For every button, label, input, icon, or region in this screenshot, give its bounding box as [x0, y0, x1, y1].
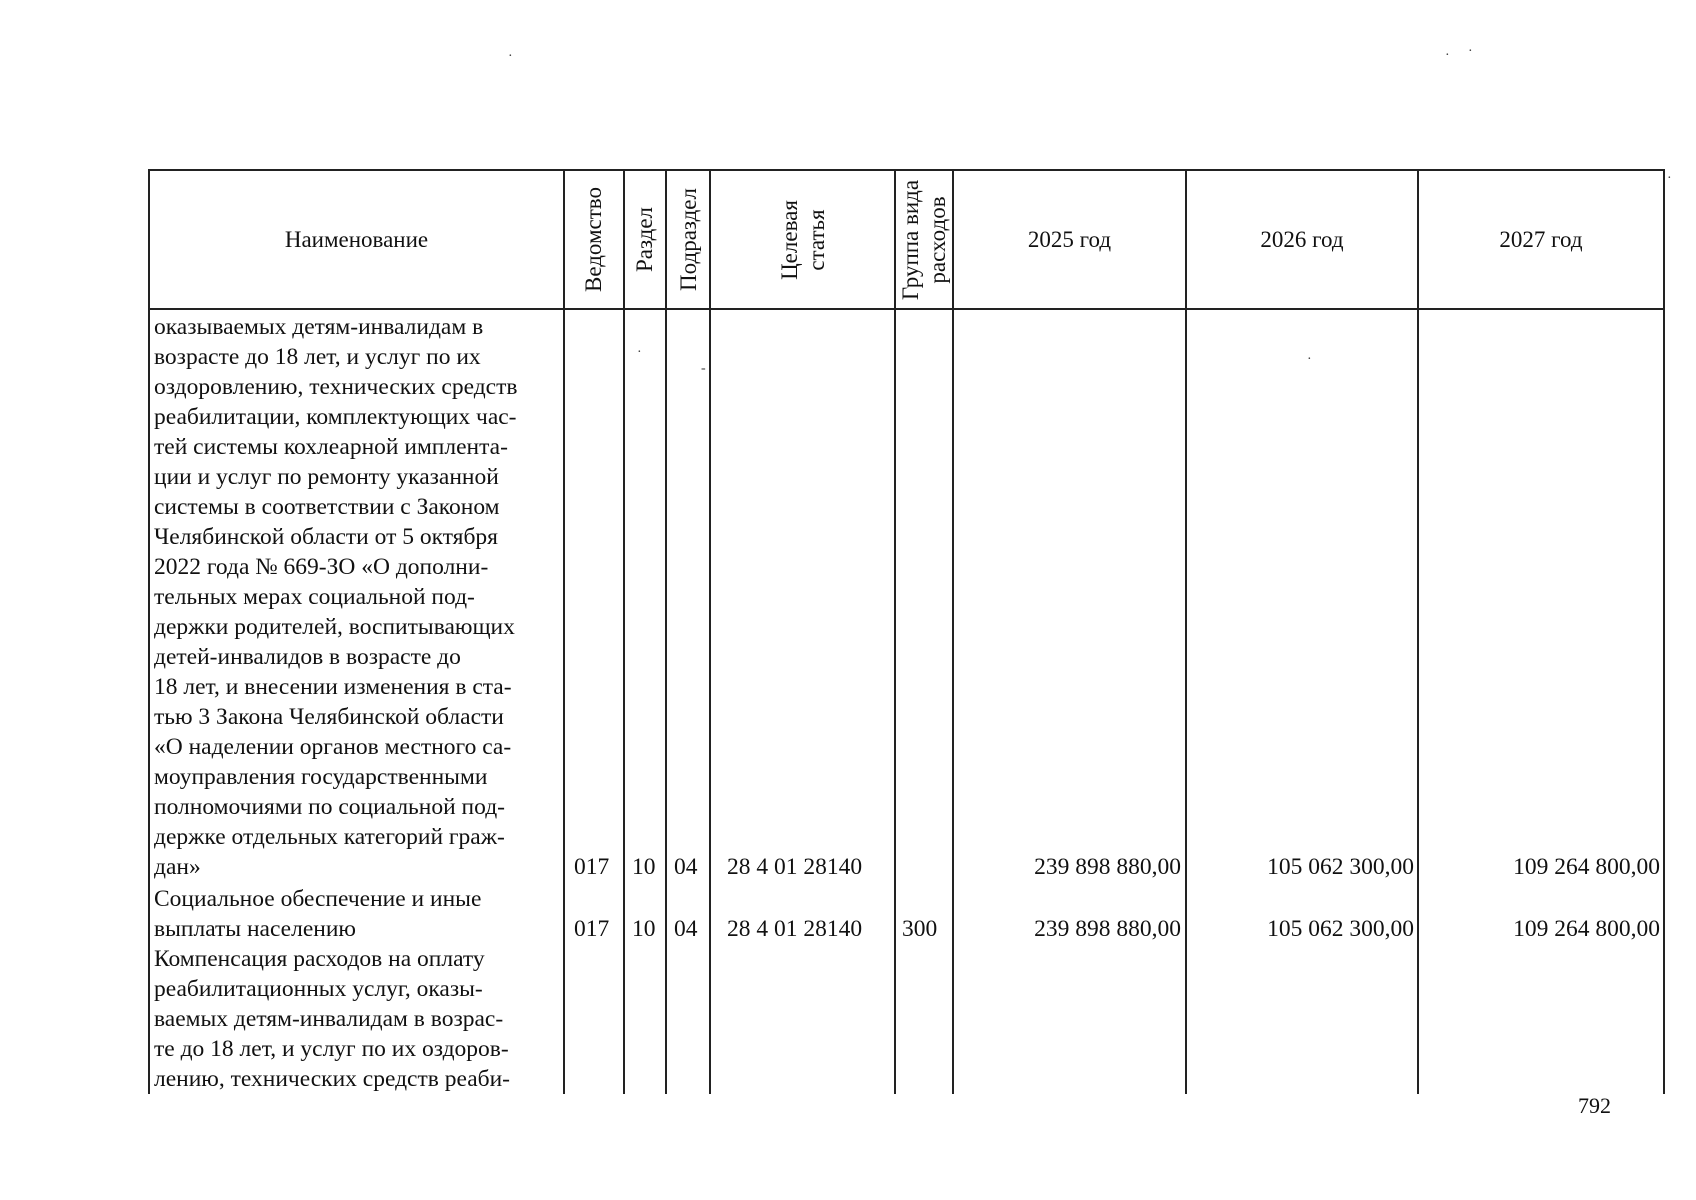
- row-1-celevaya: 28 4 01 28140: [727, 854, 863, 880]
- header-name-label: Наименование: [284, 227, 429, 252]
- row-1-name: оказываемых детям-инвалидам в возрасте до 18 лет, и услуг по их оздоровлению, технических средств реабилитации, комплектующих час- тей системы кохлеарной имплента- ции и услуг по ремонту указанной системы в соответствии с Законом Челябинской области от 5 октября 2022 года № 669-ЗО «О дополни- тельных мерах социальной под- держки родителей, воспитывающих детей-инвалидов в возрасте до 18 лет, и внесении изменения в ста- тью 3 Закона Челябинской области «О наделении органов местного са- моуправления государственными полномочиями по социальной под- держке отдельных категорий граж- дан»: [154, 314, 518, 880]
- scan-dot: ·: [1468, 44, 1473, 59]
- row-1-podrazdel: 04: [674, 854, 698, 880]
- header-2026-label: 2026 год: [1260, 227, 1344, 252]
- scan-dot: ·: [1667, 171, 1672, 186]
- header-celevaya-line2: статья: [803, 208, 829, 271]
- row-2-2026: 105 062 300,00: [1267, 916, 1414, 942]
- scan-dot: ·: [508, 49, 513, 64]
- row-2-vedomstvo: 017: [574, 916, 610, 942]
- header-podrazdel: [667, 171, 709, 308]
- page-number: 792: [1578, 1093, 1611, 1118]
- row-2-2027: 109 264 800,00: [1513, 916, 1660, 942]
- row-1-razdel: 10: [632, 854, 656, 880]
- header-gruppa: [896, 171, 952, 308]
- row-2-podrazdel: 04: [674, 916, 698, 942]
- header-podrazdel-label: Подраздел: [675, 188, 701, 291]
- header-2026: [1187, 171, 1417, 308]
- row-2-gruppa: 300: [902, 916, 938, 942]
- row-2-name: Социальное обеспечение и иные выплаты населению: [154, 886, 482, 942]
- row-1-2025: 239 898 880,00: [1034, 854, 1181, 880]
- scan-dot: ·: [1307, 352, 1312, 367]
- header-vedomstvo: [565, 171, 623, 308]
- scan-dot: -: [701, 361, 706, 376]
- header-2025-label: 2025 год: [1027, 227, 1112, 252]
- row-1-2027: 109 264 800,00: [1513, 854, 1660, 880]
- row-2-2025: 239 898 880,00: [1034, 916, 1181, 942]
- row-1-2026: 105 062 300,00: [1267, 854, 1414, 880]
- header-celevaya-line1: Целевая: [776, 199, 802, 280]
- header-celevaya-label: [775, 200, 829, 280]
- header-razdel-label: Раздел: [632, 206, 658, 273]
- row-2-razdel: 10: [632, 916, 656, 942]
- header-gruppa-line2: расходов: [925, 195, 951, 284]
- row-2-celevaya: 28 4 01 28140: [727, 916, 863, 942]
- header-2027: [1419, 171, 1663, 308]
- header-gruppa-label: [897, 179, 951, 299]
- scan-dot: ·: [637, 345, 642, 360]
- header-vedomstvo-label: Ведомство: [581, 186, 607, 293]
- scan-dot: ·: [1445, 48, 1450, 63]
- header-celevaya: [711, 171, 894, 308]
- header-name: [150, 171, 563, 308]
- header-2027-label: 2027 год: [1499, 227, 1583, 252]
- header-razdel: [625, 171, 665, 308]
- row-3-name: Компенсация расходов на оплату реабилитационных услуг, оказы- ваемых детям-инвалидам в возрас- те до 18 лет, и услуг по их оздоров- лению, технических средств реаби-: [154, 946, 510, 1092]
- header-gruppa-line1: Группа вида: [898, 179, 924, 300]
- header-2025: [954, 171, 1185, 308]
- row-1-vedomstvo: 017: [574, 854, 610, 880]
- header-divider: [148, 308, 1665, 310]
